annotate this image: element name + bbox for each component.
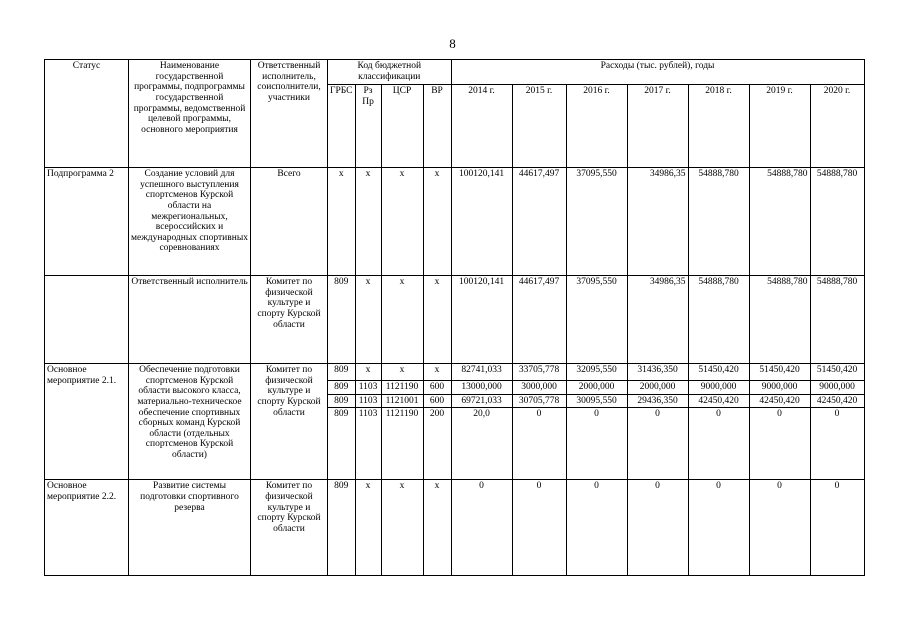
row-rzpr: 1103 [355, 394, 381, 408]
header-rzpr: Рз Пр [355, 85, 381, 168]
row-csr: 1121190 [381, 408, 423, 480]
row-status: Подпрограмма 2 [45, 168, 129, 276]
table-row [45, 364, 865, 381]
row-value: 0 [749, 408, 810, 480]
row-value: 54888,780 [688, 276, 749, 364]
row-grbs: 809 [328, 381, 356, 395]
row-name: Обеспечение подготовки спортсменов Курской области высокого класса, материально-техническое обеспечение спортивных сборных команд Курской области (отдельных спортсменов Курской области) [129, 364, 251, 480]
row-value: 37095,550 [566, 276, 627, 364]
row-value: 42450,420 [688, 394, 749, 408]
row-value: 100120,141 [451, 168, 512, 276]
row-value: 2000,000 [566, 381, 627, 395]
row-value: 54888,780 [749, 276, 810, 364]
row-value: 2000,000 [627, 381, 688, 395]
row-name: Создание условий для успешного выступления спортсменов Курской области на межрегиональных, всероссийских и международных спортивных соревнованиях [129, 168, 251, 276]
row-csr: x [381, 168, 423, 276]
row-value: 54888,780 [688, 168, 749, 276]
header-expenses: Расходы (тыс. рублей), годы [451, 60, 864, 85]
header-status: Статус [45, 60, 129, 168]
row-value: 0 [688, 480, 749, 576]
row-value: 0 [512, 480, 566, 576]
row-value: 0 [566, 408, 627, 480]
row-value: 34986,35 [627, 276, 688, 364]
row-value: 44617,497 [512, 168, 566, 276]
row-value: 9000,000 [749, 381, 810, 395]
row-value: 34986,35 [627, 168, 688, 276]
row-grbs: 809 [328, 408, 356, 480]
header-year: 2017 г. [627, 85, 688, 168]
row-name: Ответственный исполнитель [129, 276, 251, 364]
header-name: Наименование государственной программы, подпрограммы государственной программы, ведомственной целевой программы, основного мероприятия [129, 60, 251, 168]
row-value: 82741,033 [451, 364, 512, 381]
row-csr: x [381, 364, 423, 381]
row-value: 44617,497 [512, 276, 566, 364]
row-value: 51450,420 [688, 364, 749, 381]
row-value: 42450,420 [810, 394, 864, 408]
header-executor: Ответственный исполнитель, соисполнители, участники [251, 60, 328, 168]
row-value: 54888,780 [749, 168, 810, 276]
row-value: 0 [688, 408, 749, 480]
row-value: 54888,780 [810, 168, 864, 276]
row-value: 0 [810, 480, 864, 576]
row-value: 20,0 [451, 408, 512, 480]
header-csr: ЦСР [381, 85, 423, 168]
row-executor: Комитет по физической культуре и спорту Курской области [251, 364, 328, 480]
header-year: 2016 г. [566, 85, 627, 168]
row-value: 69721,033 [451, 394, 512, 408]
row-value: 51450,420 [810, 364, 864, 381]
row-value: 0 [566, 480, 627, 576]
header-budget-code: Код бюджетной классификации [328, 60, 452, 85]
header-year: 2018 г. [688, 85, 749, 168]
row-rzpr: x [355, 364, 381, 381]
row-value: 0 [749, 480, 810, 576]
row-grbs: 809 [328, 480, 356, 576]
row-status: Основное мероприятие 2.2. [45, 480, 129, 576]
row-executor: Комитет по физической культуре и спорту Курской области [251, 276, 328, 364]
row-rzpr: 1103 [355, 408, 381, 480]
row-value: 0 [451, 480, 512, 576]
row-executor: Комитет по физической культуре и спорту Курской области [251, 480, 328, 576]
row-value: 13000,000 [451, 381, 512, 395]
budget-table [44, 59, 865, 576]
row-grbs: x [328, 168, 356, 276]
row-value: 37095,550 [566, 168, 627, 276]
row-rzpr: 1103 [355, 381, 381, 395]
row-value: 29436,350 [627, 394, 688, 408]
row-vr: x [423, 364, 451, 381]
row-rzpr: x [355, 480, 381, 576]
row-status [45, 276, 129, 364]
row-value: 51450,420 [749, 364, 810, 381]
row-value: 42450,420 [749, 394, 810, 408]
table-row [45, 168, 865, 276]
table-row [45, 480, 865, 576]
row-status: Основное мероприятие 2.1. [45, 364, 129, 480]
row-value: 9000,000 [688, 381, 749, 395]
row-csr: x [381, 276, 423, 364]
row-rzpr: x [355, 276, 381, 364]
header-year: 2019 г. [749, 85, 810, 168]
table-row [45, 276, 865, 364]
row-vr: x [423, 480, 451, 576]
row-value: 0 [627, 408, 688, 480]
row-value: 0 [512, 408, 566, 480]
row-vr: 600 [423, 381, 451, 395]
row-value: 31436,350 [627, 364, 688, 381]
row-vr: 200 [423, 408, 451, 480]
header-vr: ВР [423, 85, 451, 168]
header-year: 2014 г. [451, 85, 512, 168]
header-year: 2015 г. [512, 85, 566, 168]
row-value: 33705,778 [512, 364, 566, 381]
row-csr: x [381, 480, 423, 576]
row-executor: Всего [251, 168, 328, 276]
header-grbs: ГРБС [328, 85, 356, 168]
row-value: 0 [627, 480, 688, 576]
row-value: 0 [810, 408, 864, 480]
row-grbs: 809 [328, 276, 356, 364]
row-value: 54888,780 [810, 276, 864, 364]
row-vr: 600 [423, 394, 451, 408]
row-grbs: 809 [328, 394, 356, 408]
row-vr: x [423, 168, 451, 276]
header-row-top [45, 60, 865, 85]
row-rzpr: x [355, 168, 381, 276]
row-value: 30095,550 [566, 394, 627, 408]
row-csr: 1121190 [381, 381, 423, 395]
row-name: Развитие системы подготовки спортивного резерва [129, 480, 251, 576]
row-value: 3000,000 [512, 381, 566, 395]
row-value: 30705,778 [512, 394, 566, 408]
row-grbs: 809 [328, 364, 356, 381]
page-number: 8 [449, 36, 456, 51]
row-vr: x [423, 276, 451, 364]
row-value: 9000,000 [810, 381, 864, 395]
row-csr: 1121001 [381, 394, 423, 408]
row-value: 32095,550 [566, 364, 627, 381]
header-year: 2020 г. [810, 85, 864, 168]
row-value: 100120,141 [451, 276, 512, 364]
